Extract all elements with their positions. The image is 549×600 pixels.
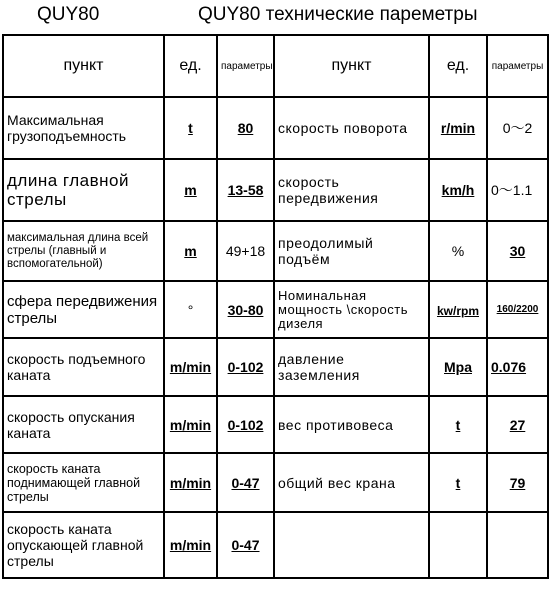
- param-name: сфера передвижения стрелы: [3, 281, 164, 338]
- param-unit: t: [455, 416, 461, 433]
- column-header-item: пункт: [274, 35, 429, 97]
- param-value: 49+18: [225, 243, 266, 259]
- table-row: [3, 281, 548, 338]
- param-name: Номинальная мощность \скорость дизеля: [274, 281, 429, 338]
- param-name: скорость передвижения: [274, 159, 429, 221]
- param-unit: m/min: [169, 416, 212, 433]
- table-row: [3, 221, 548, 281]
- param-value: 0-102: [227, 416, 264, 433]
- param-value: 13-58: [227, 182, 264, 198]
- param-name: общий вес крана: [274, 453, 429, 512]
- table-row: [3, 338, 548, 396]
- param-name: скорость каната опускающей главной стрелы: [3, 512, 164, 578]
- param-name: давление заземления: [274, 338, 429, 396]
- param-value: 0～1.1: [491, 182, 533, 198]
- param-value: 0～2: [502, 120, 533, 136]
- param-unit: r/min: [440, 120, 476, 136]
- param-unit: [429, 512, 487, 578]
- param-value: 30-80: [227, 301, 264, 318]
- param-value: 79: [509, 474, 526, 491]
- param-name: преодолимый подъём: [274, 221, 429, 281]
- param-name: скорость поворота: [274, 97, 429, 159]
- param-unit: m/min: [169, 474, 212, 491]
- param-value: 0-102: [227, 359, 264, 375]
- column-header-params: параметры: [217, 35, 274, 97]
- param-unit: %: [451, 243, 465, 259]
- param-value: 0-47: [231, 474, 260, 491]
- table-row: [3, 396, 548, 453]
- param-unit: m: [184, 182, 197, 198]
- param-unit: Mpa: [444, 359, 472, 375]
- table-row: [3, 159, 548, 221]
- column-header-params: параметры: [487, 35, 548, 97]
- param-value: 30: [509, 243, 526, 259]
- param-name: скорость каната поднимающей главной стрелы: [3, 453, 164, 512]
- param-name: длина главной стрелы: [3, 159, 164, 221]
- table-header-row: [3, 35, 548, 97]
- table-row: [3, 97, 548, 159]
- param-value: 0-47: [231, 537, 260, 553]
- page-title: QUY80 технические пареметры: [198, 4, 478, 25]
- param-value: 27: [509, 416, 526, 433]
- param-name: Максимальная грузоподъемность: [3, 97, 164, 159]
- param-name: максимальная длина всей стрелы (главный и вспомогательной): [3, 221, 164, 281]
- param-value: 80: [237, 120, 254, 136]
- param-unit: m/min: [169, 537, 212, 553]
- table-row: [3, 453, 548, 512]
- spec-table: [2, 34, 549, 579]
- param-unit: km/h: [441, 182, 475, 198]
- param-name: скорость опускания каната: [3, 396, 164, 453]
- model-label: QUY80: [37, 4, 100, 25]
- param-value: [487, 512, 548, 578]
- param-unit: °: [187, 301, 194, 318]
- param-name: вес противовеса: [274, 396, 429, 453]
- param-unit: m/min: [169, 359, 212, 375]
- column-header-item: пункт: [3, 35, 164, 97]
- param-value: 0.076: [491, 359, 527, 375]
- param-unit: t: [455, 474, 461, 491]
- param-unit: t: [188, 120, 193, 136]
- param-unit: kw/rpm: [436, 303, 479, 318]
- param-unit: m: [184, 243, 197, 259]
- param-name: скорость подъемного каната: [3, 338, 164, 396]
- table-row: [3, 512, 548, 578]
- column-header-unit: ед.: [164, 35, 217, 97]
- column-header-unit: ед.: [429, 35, 487, 97]
- param-name: [274, 512, 429, 578]
- param-value: 160/2200: [496, 304, 539, 315]
